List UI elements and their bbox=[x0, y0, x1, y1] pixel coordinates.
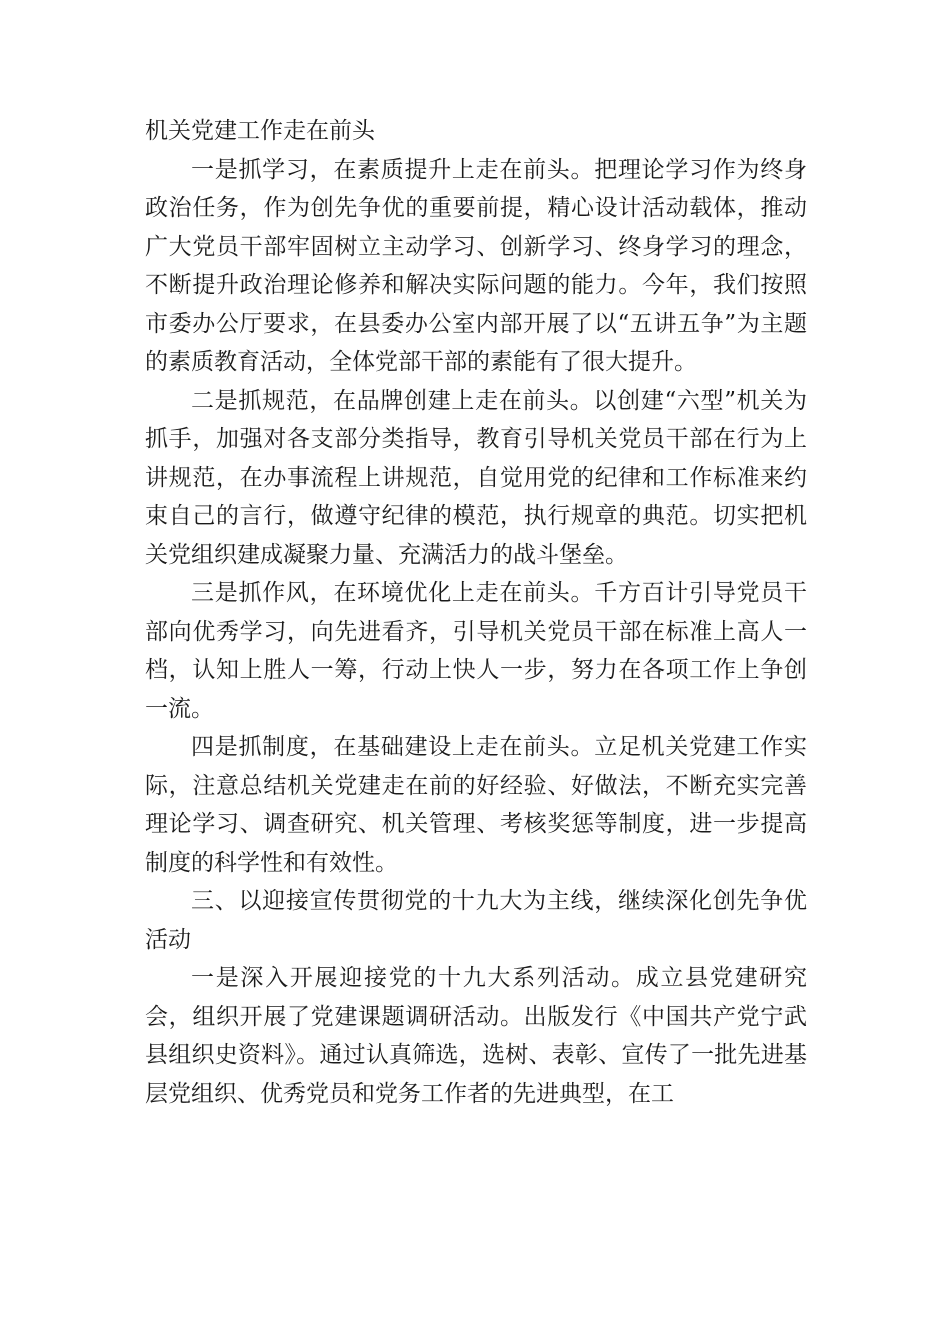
paragraph-congress-activities: 一是深入开展迎接党的十九大系列活动。成立县党建研究会，组织开展了党建课题调研活动。出版发行《中国共产党宁武县组织史资料》。通过认真筛选，选树、表彰、宣传了一批先进基层党组织、优秀党员和党务工作者的先进典型，在工 bbox=[145, 965, 807, 1107]
paragraph-standards: 二是抓规范，在品牌创建上走在前头。以创建“六型”机关为抓手，加强对各支部分类指导，教育引导机关党员干部在行为上讲规范，在办事流程上讲规范，自觉用党的纪律和工作标准来约束自己的言行，做遵守纪律的模范，执行规章的典范。切实把机关党组织建成凝聚力量、充满活力的战斗堡垒。 bbox=[145, 387, 807, 568]
section-heading-continuation: 机关党建工作走在前头 bbox=[145, 118, 375, 144]
paragraph-work-style: 三是抓作风，在环境优化上走在前头。千方百计引导党员干部向优秀学习，向先进看齐，引导机关党员干部在标准上高人一档，认知上胜人一筹，行动上快人一步，努力在各项工作上争创一流。 bbox=[145, 580, 807, 722]
paragraph-systems: 四是抓制度，在基础建设上走在前头。立足机关党建工作实际，注意总结机关党建走在前的好经验、好做法，不断充实完善理论学习、调查研究、机关管理、考核奖惩等制度，进一步提高制度的科学性和有效性。 bbox=[145, 734, 807, 876]
paragraph-study: 一是抓学习，在素质提升上走在前头。把理论学习作为终身政治任务，作为创先争优的重要前提，精心设计活动载体，推动广大党员干部牢固树立主动学习、创新学习、终身学习的理念，不断提升政治理论修养和解决实际问题的能力。今年，我们按照市委办公厅要求，在县委办公室内部开展了以“五讲五争”为主题的素质教育活动，全体党部干部的素能有了很大提升。 bbox=[145, 156, 807, 375]
document-body bbox=[145, 112, 807, 1113]
section-heading-three: 三、以迎接宣传贯彻党的十九大为主线，继续深化创先争优活动 bbox=[145, 888, 807, 953]
